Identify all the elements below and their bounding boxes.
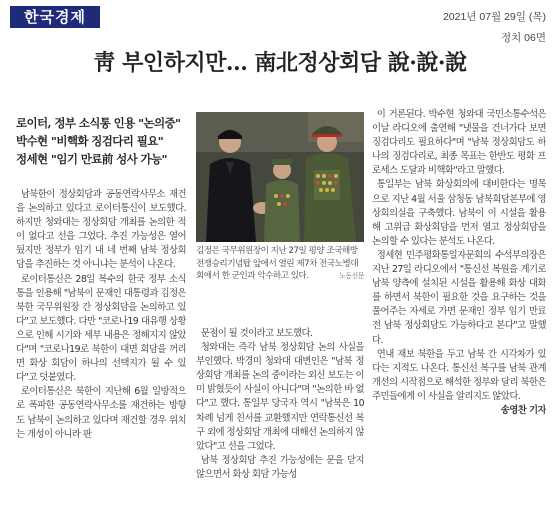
body-paragraph: 남북 정상회담 추진 가능성에는 문을 닫지 않으면서 화상 회담 가능성 [196, 454, 364, 480]
subheadline: 박수현 "비핵화 징검다리 필요" [16, 134, 164, 148]
newspaper-masthead: 한국경제 [10, 6, 100, 28]
body-paragraph: 정세현 민주평화통일자문회의 수석부의장은 지난 27일 라디오에서 "통신선 복원을 계기로 남북 양측에 설치된 시설을 활용해 화상 대화를 하면서 북한이 필요한 것을 요구하는 것을 풀어주는 자세로 가면 문재인 정부 임기 만료 전 남북 정상회담도 가능하다고 본다"고 말했다. [372, 249, 546, 346]
body-paragraph: 남북한이 정상회담과 공동연락사무소 재건을 논의하고 있다고 로이터통신이 보도했다. 하지만 청와대는 정상회담 개최를 논의한 적이 없다고 선을 그었다. 추진 가능성은 열어뒀지만 정부가 임기 내 네 번째 남북 정상회담을 추진하는 것 아니냐는 분석이 나온다. [16, 189, 186, 271]
subheadline-block [16, 114, 196, 168]
section-page: 정치 06면 [500, 32, 546, 44]
body-paragraph: 통일부는 남북 화상회의에 대비한다는 명목으로 지난 4월 서울 삼청동 남북회담본부에 영상회의실을 구축했다. 남북이 이 시설을 활용해 고위급 화상회담을 먼저 열고 정상회담을 논의할 수 있다는 분석도 나온다. [372, 179, 546, 247]
body-paragraph: 로이터통신은 28일 복수의 한국 정부 소식통을 인용해 "남북이 문재인 대통령과 김정은 북한 국무위원장 간 정상회담을 논의하고 있다"고 보도했다. 다만 "코로나19 대유행 상황으로 인해 시기와 세부 내용은 정해지지 않았다"며 "코로나19로 북한이 대면 회담을 꺼리면 화상 회담이 하나의 선택지가 될 수 있다"고 덧붙였다. [16, 273, 186, 384]
reporter-byline: 송영찬 기자 [500, 404, 546, 416]
caption-text: 김정은 국무위원장이 지난 27일 평양 조국해방전쟁승리기념탑 앞에서 열린 제7차 전국노병대회에서 한 군인과 악수하고 있다. [196, 246, 359, 282]
article-column-1 [16, 188, 186, 516]
publication-date: 2021년 07월 29일 (목) [442, 11, 546, 23]
photo-caption [196, 245, 364, 283]
body-paragraph: 연내 재보 북한을 두고 남북 간 시각차가 있다는 지적도 나온다. 통신선 복구를 남북 관계 개선의 시작점으로 해석한 정부와 달리 북한은 주민들에게 이 사실을 알리지도 않았다. [372, 348, 546, 402]
body-paragraph: 청와대는 즉각 남북 정상회담 논의 사실을 부인했다. 박경미 청와대 대변인은 "남북 정상회담 개최를 논의 중이라는 외신 보도는 이미 밝혔듯이 사실이 아니다"며 "논의한 바 없다"고 했다. 통일부 당국자 역시 "남북은 10차례 넘게 친서를 교환했지만 연락통신선 복구 외에 정상회담 개최에 대해선 논의하지 않았다"고 선을 그었다. [196, 342, 364, 452]
photo-illustration [196, 112, 364, 242]
body-paragraph: 로이터통신은 북한이 지난해 6월 일방적으로 폭파한 공동연락사무소를 재건하는 방향도 남북이 논의하고 있다며 재건할 경우 위치는 개성이 아니라 판 [16, 386, 186, 440]
body-paragraph: 이 거론된다. 박수현 청와대 국민소통수석은 이날 라디오에 출연해 "냇물을 건너가다 보면 징검다리도 필요하다"며 "남북 정상회담도 하나의 징검다리로, 최종 목표는 한반도 평화 프로세스 도달과 비핵화"라고 말했다. [372, 109, 546, 177]
photo-credit: 노동신문 [338, 272, 364, 281]
article-column-2 [196, 327, 364, 517]
article-headline: 靑 부인하지만… 南北정상회담 說·說·說 [93, 50, 467, 76]
subheadline: 로이터, 정부 소식통 인용 "논의중" [16, 116, 181, 130]
news-photo [196, 112, 364, 242]
subheadline: 정세현 "임기 만료前 성사 가능" [16, 152, 167, 166]
body-paragraph: 문점이 될 것이라고 보도했다. [200, 328, 313, 339]
article-column-3 [372, 108, 546, 517]
